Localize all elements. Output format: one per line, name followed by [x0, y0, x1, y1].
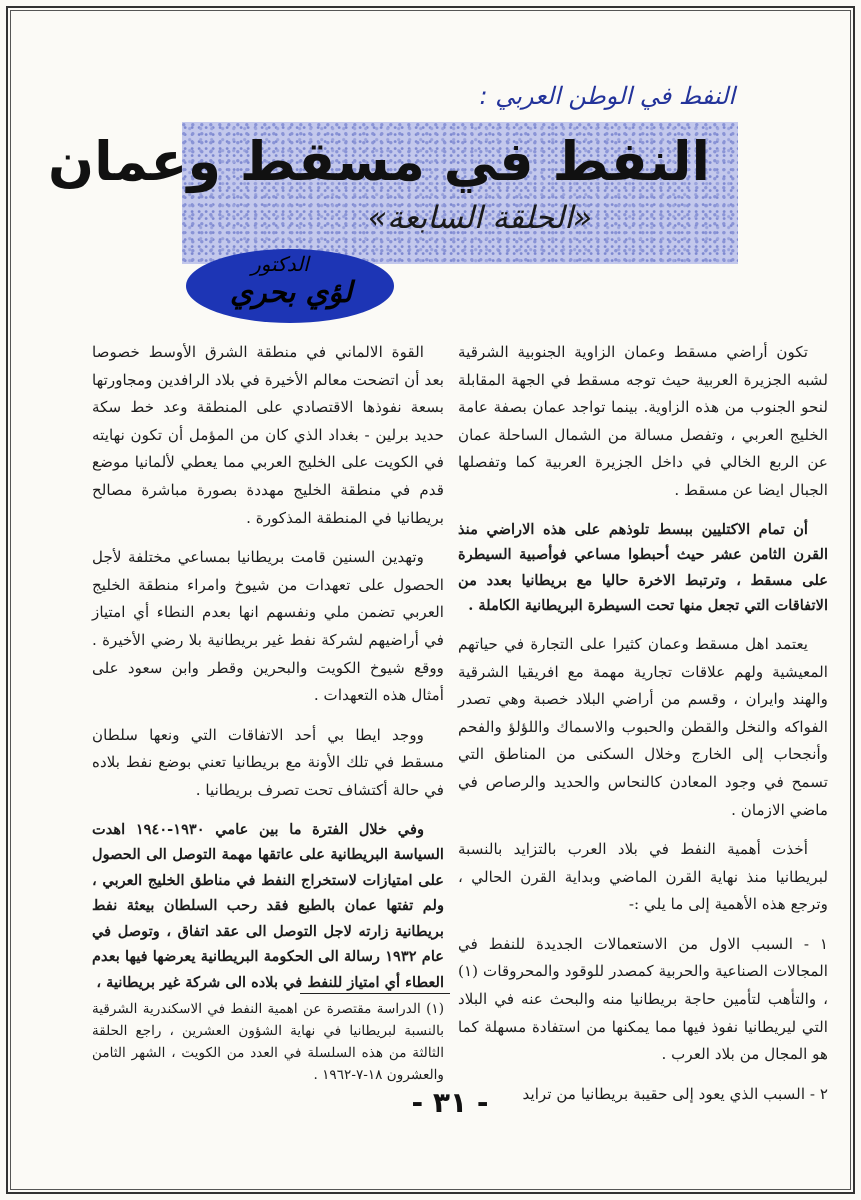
- series-title: النفط في الوطن العربي :: [479, 82, 735, 110]
- paragraph: أخذت أهمية النفط في بلاد العرب بالتزايد بالنسبة لبريطانيا منذ نهاية القرن الماضي وبداية القرن الحالي ، وترجع هذه الأهمية إلى ما يلي :-: [458, 840, 828, 914]
- footnote: [92, 998, 444, 1086]
- list-paragraph: ١ - السبب الاول من الاستعمالات الجديدة للنفط في المجالات الصناعية والحربية كمصدر للوقود والمحروقات (١) ، والتأهب لتأمين حاجة بريطانيا منه والبحث عنه في البلاد التي ليريطانيا نفوذ فيها مما يمكنها من استفادة مسهلة كما هو المجال من بلاد العرب .: [458, 934, 828, 1064]
- footnote-divider: [300, 993, 450, 994]
- footnote-text: (١) الدراسة مقتصرة عن اهمية النفط في الاسكندرية الشرقية بالنسبة لبريطانيا في نهاية الشؤون العشرين ، راجع الحلقة الثالثة من هذه السلسلة في العدد من الكويت ، الشهر الثامن والعشرون ١٨-٧-١٩٦٢ .: [92, 1001, 444, 1083]
- article-title: النفط في مسقط وعمان: [47, 130, 710, 193]
- author-name: لؤي بحري: [229, 275, 353, 309]
- paragraph: ووجد ايطا بي أحد الاتفاقات التي ونعها سلطان مسقط في تلك الأونة مع بريطانيا تعني بوضع نفط بلاده في حالة أكتشاف تحت تصرف بريطانيا .: [92, 725, 444, 799]
- paragraph: تكون أراضي مسقط وعمان الزاوية الجنوبية الشرقية لشبه الجزيرة العربية حيث توجه مسقط في الجهة المقابلة لنحو الجنوب من هذه الزاوية. بينما تواجد عمان بصفة عامة الخليج العربي ، وتفصل مسالة من الشمال الساحلة عمان عن الربع الخالي في داخل الجزيرة العربية كما وتفصلها الجبال ايضا عن مسقط .: [458, 343, 828, 499]
- right-column: [458, 339, 828, 1120]
- paragraph: أن تمام الاكتليين ببسط تلوذهم على هذه الاراضي منذ القرن الثامن عشر حيث أحبطوا مساعي فوأصبية السيطرة على مسقط ، وترتبط الاخرة حاليا مع بريطانيا بعدد من الاتفاقات التي تجعل منها تحت السيطرة البريطانية الكاملة .: [458, 520, 828, 615]
- author-title: الدكتور: [251, 252, 309, 276]
- page-number: - ٣١ -: [411, 1086, 489, 1119]
- paragraph: يعتمد اهل مسقط وعمان كثيرا على التجارة في حياتهم المعيشية ولهم علاقات تجارية مهمة مع افريقيا الشرقية والهند وايران ، وقسم من أراضي البلاد خصبة وهي تصدر الفواكه والنخل والقطن والحبوب والاسماك واللؤلؤ والفحم وأنجحاب إلى الخارج وخلال السكنى من المناطق التي تسمح في وجود المعادن كالنحاس والحديد والرصاص في ماضي الازمان .: [458, 634, 828, 819]
- left-column: [92, 339, 444, 1008]
- paragraph: وتهدين السنين قامت بريطانيا بمساعي مختلفة لأجل الحصول على تعهدات من شيوخ وامراء منطقة الخليج العربي تضمن ملي ونفسهم انها بعدم النطاء أي امتياز في أراضيهم لشركة نفط غير بريطانية بلا رضي الأخيرة . ووقع شيوخ الكويت والبحرين وقطر وابن سعود على أمثال هذه التعهدات .: [92, 548, 444, 705]
- paragraph: وفي خلال الفترة ما بين عامي ١٩٣٠-١٩٤٠ اهدت السياسة البريطانية على عاتقها مهمة التوصل الى الحصول على امتيازات لاستخراج النفط في مناطق الخليج العربي ، ولم تفتها عمان بالطبع فقد رحب السلطان بيعثة نفط بريطانية زارته لاجل التوصل الى عقد اتفاق ، وتوصل في عام ١٩٣٢ رسالة الى الحكومة البريطانية يعرضها فيها بعدم العطاء أي امتياز للنفط في بلاده الى شركة غير بريطانية ،: [92, 820, 444, 992]
- paragraph: القوة الالماني في منطقة الشرق الأوسط خصوصا بعد أن اتضحت معالم الأخيرة في بلاد الرافدين ومجاورتها بسعة نفوذها الاقتصادي على المنطقة وعد خط سكة حديد برلين - بغداد الذي كان من المؤمل أن تكون نهايته في الكويت على الخليج العربي مما يعطي لألمانيا موضع قدم في منطقة الخليج مهددة بصورة مباشرة مصالح بريطانيا في المنطقة المذكورة .: [92, 343, 444, 527]
- episode-label: «الحلقة السابعة»: [367, 200, 593, 236]
- list-paragraph: ٢ - السبب الذي يعود إلى حقيبة بريطانيا من ترايد: [522, 1084, 828, 1103]
